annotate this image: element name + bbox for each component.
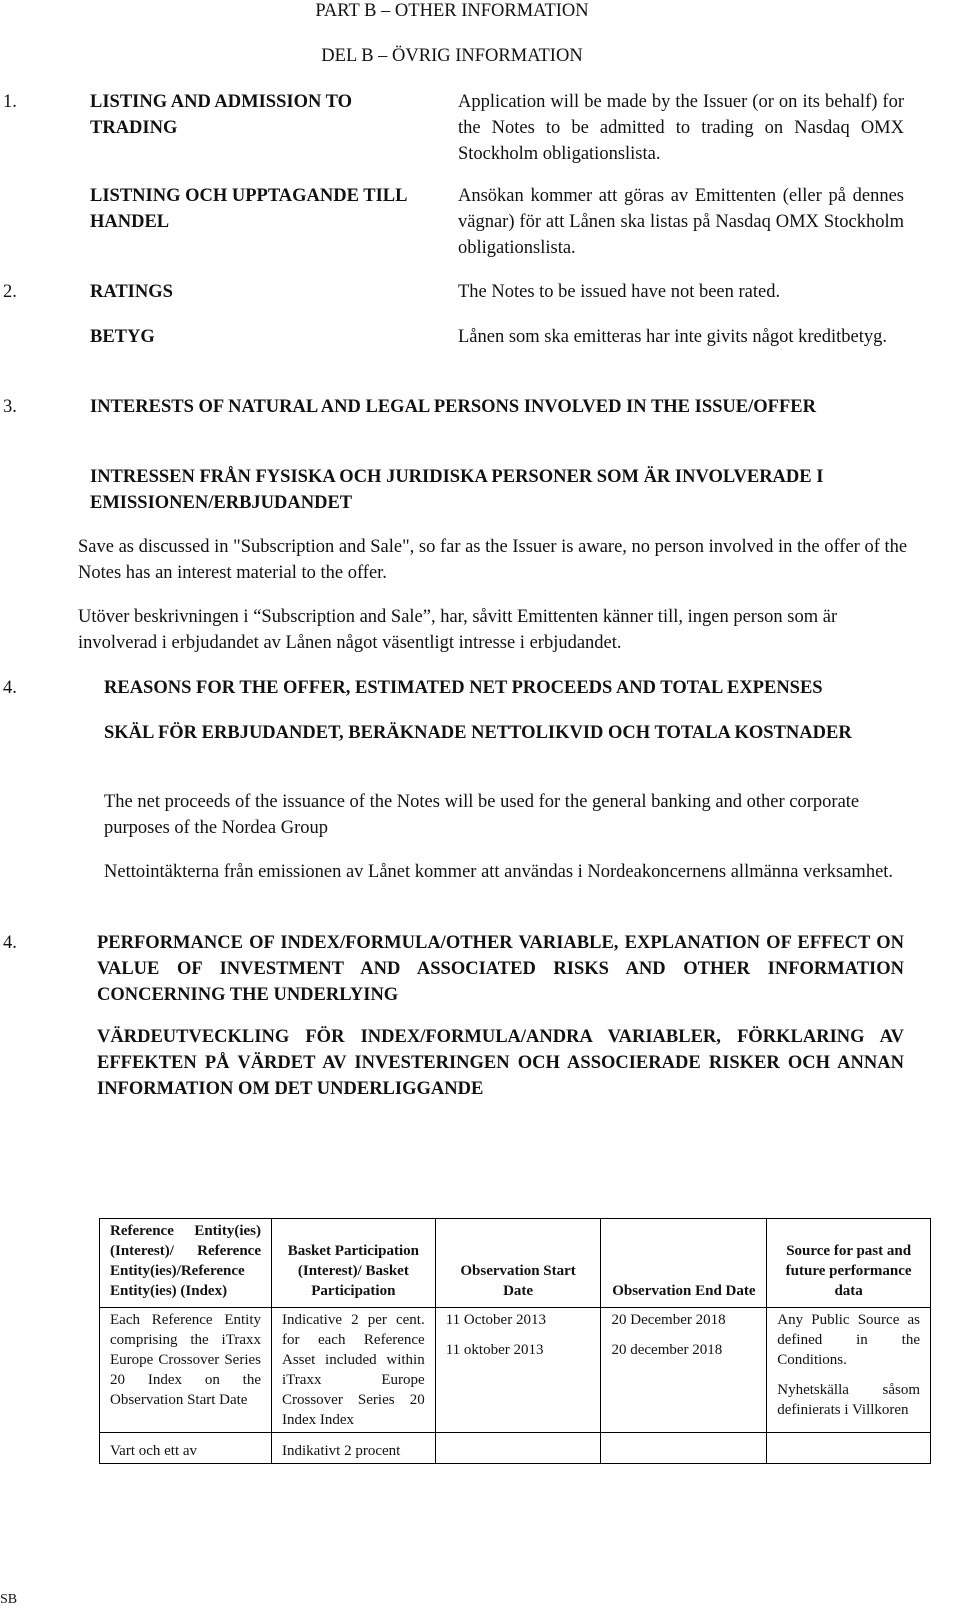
section-3-number: 3. bbox=[3, 397, 17, 417]
section-4a-title-sv: SKÄL FÖR ERBJUDANDET, BERÄKNADE NETTOLIKVID OCH TOTALA KOSTNADER bbox=[104, 723, 852, 743]
section-4a-number: 4. bbox=[3, 678, 17, 698]
section-2-text-en: The Notes to be issued have not been rated. bbox=[458, 282, 781, 302]
cell-empty bbox=[435, 1433, 601, 1464]
cell-observation-end: 20 December 2018 20 december 2018 bbox=[601, 1308, 767, 1433]
section-2-title-sv: BETYG bbox=[90, 327, 155, 347]
cell-basket-participation-sv: Indikativt 2 procent bbox=[272, 1433, 436, 1464]
section-3-title-sv: INTRESSEN FRÅN FYSISKA OCH JURIDISKA PERSONER SOM ÄR INVOLVERADE I EMISSIONEN/ERBJUDANDET bbox=[90, 467, 824, 513]
section-1-title-en: LISTING AND ADMISSION TO TRADING bbox=[90, 92, 352, 138]
footer-mark: SB bbox=[0, 1592, 18, 1607]
section-1-text-sv: Ansökan kommer att göras av Emittenten (eller på dennes vägnar) för att Lånen ska listas på Nasdaq OMX Stockholm obligationslista. bbox=[458, 186, 904, 258]
section-2-text-sv: Lånen som ska emitteras har inte givits något kreditbetyg. bbox=[458, 327, 887, 347]
table-row bbox=[100, 1433, 931, 1464]
cell-empty bbox=[767, 1433, 931, 1464]
cell-observation-start: 11 October 2013 11 oktober 2013 bbox=[435, 1308, 601, 1433]
section-1-text-en: Application will be made by the Issuer (or on its behalf) for the Notes to be admitted to trading on Nasdaq OMX Stockholm obligationslista. bbox=[458, 92, 904, 164]
cell-source: Any Public Source as defined in the Conditions. Nyhetskälla såsom definierats i Villkoren bbox=[767, 1308, 931, 1433]
section-2-title-en: RATINGS bbox=[90, 282, 173, 302]
section-4b-number: 4. bbox=[3, 933, 17, 953]
header-observation-start-date: Observation Start Date bbox=[435, 1219, 601, 1308]
section-1-number: 1. bbox=[3, 92, 17, 112]
del-b-heading: DEL B – ÖVRIG INFORMATION bbox=[321, 46, 583, 66]
section-4a-text-en: The net proceeds of the issuance of the Notes will be used for the general banking and other corporate purposes of the Nordea Group bbox=[104, 792, 860, 838]
section-4a-text-sv: Nettointäkterna från emissionen av Lånet kommer att användas i Nordeakoncernens allmänna verksamhet. bbox=[104, 862, 894, 882]
table-row bbox=[100, 1308, 931, 1433]
section-3-title-en: INTERESTS OF NATURAL AND LEGAL PERSONS INVOLVED IN THE ISSUE/OFFER bbox=[90, 397, 816, 417]
cell-reference-entity-sv: Vart och ett av bbox=[100, 1433, 272, 1464]
header-reference-entity: Reference Entity(ies) (Interest)/ Reference Entity(ies)/Reference Entity(ies) (Index) bbox=[100, 1219, 272, 1308]
cell-basket-participation: Indicative 2 per cent. for each Reference Asset included within iTraxx Europe Crossover Series 20 Index Index bbox=[272, 1308, 436, 1433]
part-b-heading: PART B – OTHER INFORMATION bbox=[315, 1, 589, 21]
section-3-text-sv: Utöver beskrivningen i “Subscription and Sale”, har, såvitt Emittenten känner till, ingen person som är involverad i erbjudandet av Lånen något väsentligt intresse i erbjudandet. bbox=[78, 607, 838, 653]
section-4a-title-en: REASONS FOR THE OFFER, ESTIMATED NET PROCEEDS AND TOTAL EXPENSES bbox=[104, 678, 823, 698]
section-4b-title-en: PERFORMANCE OF INDEX/FORMULA/OTHER VARIABLE, EXPLANATION OF EFFECT ON VALUE OF INVESTMENT AND ASSOCIATED RISKS AND OTHER INFORMATION CONCERNING THE UNDERLYING bbox=[97, 933, 904, 1005]
header-basket-participation: Basket Participation (Interest)/ Basket Participation bbox=[272, 1219, 436, 1308]
section-1-title-sv: LISTNING OCH UPPTAGANDE TILL HANDEL bbox=[90, 186, 407, 232]
cell-reference-entity: Each Reference Entity comprising the iTraxx Europe Crossover Series 20 Index on the Observation Start Date bbox=[100, 1308, 272, 1433]
reference-entity-table bbox=[99, 1218, 931, 1464]
cell-empty bbox=[601, 1433, 767, 1464]
header-source-performance-data: Source for past and future performance data bbox=[767, 1219, 931, 1308]
header-observation-end-date: Observation End Date bbox=[601, 1219, 767, 1308]
section-3-text-en: Save as discussed in "Subscription and Sale", so far as the Issuer is aware, no person involved in the offer of the Notes has an interest material to the offer. bbox=[78, 537, 908, 583]
section-2-number: 2. bbox=[3, 282, 17, 302]
section-4b-title-sv: VÄRDEUTVECKLING FÖR INDEX/FORMULA/ANDRA VARIABLER, FÖRKLARING AV EFFEKTEN PÅ VÄRDET AV INVESTERINGEN OCH ASSOCIERADE RISKER OCH ANNAN INFORMATION OM DET UNDERLIGGANDE bbox=[97, 1027, 904, 1099]
table-header-row bbox=[100, 1219, 931, 1308]
